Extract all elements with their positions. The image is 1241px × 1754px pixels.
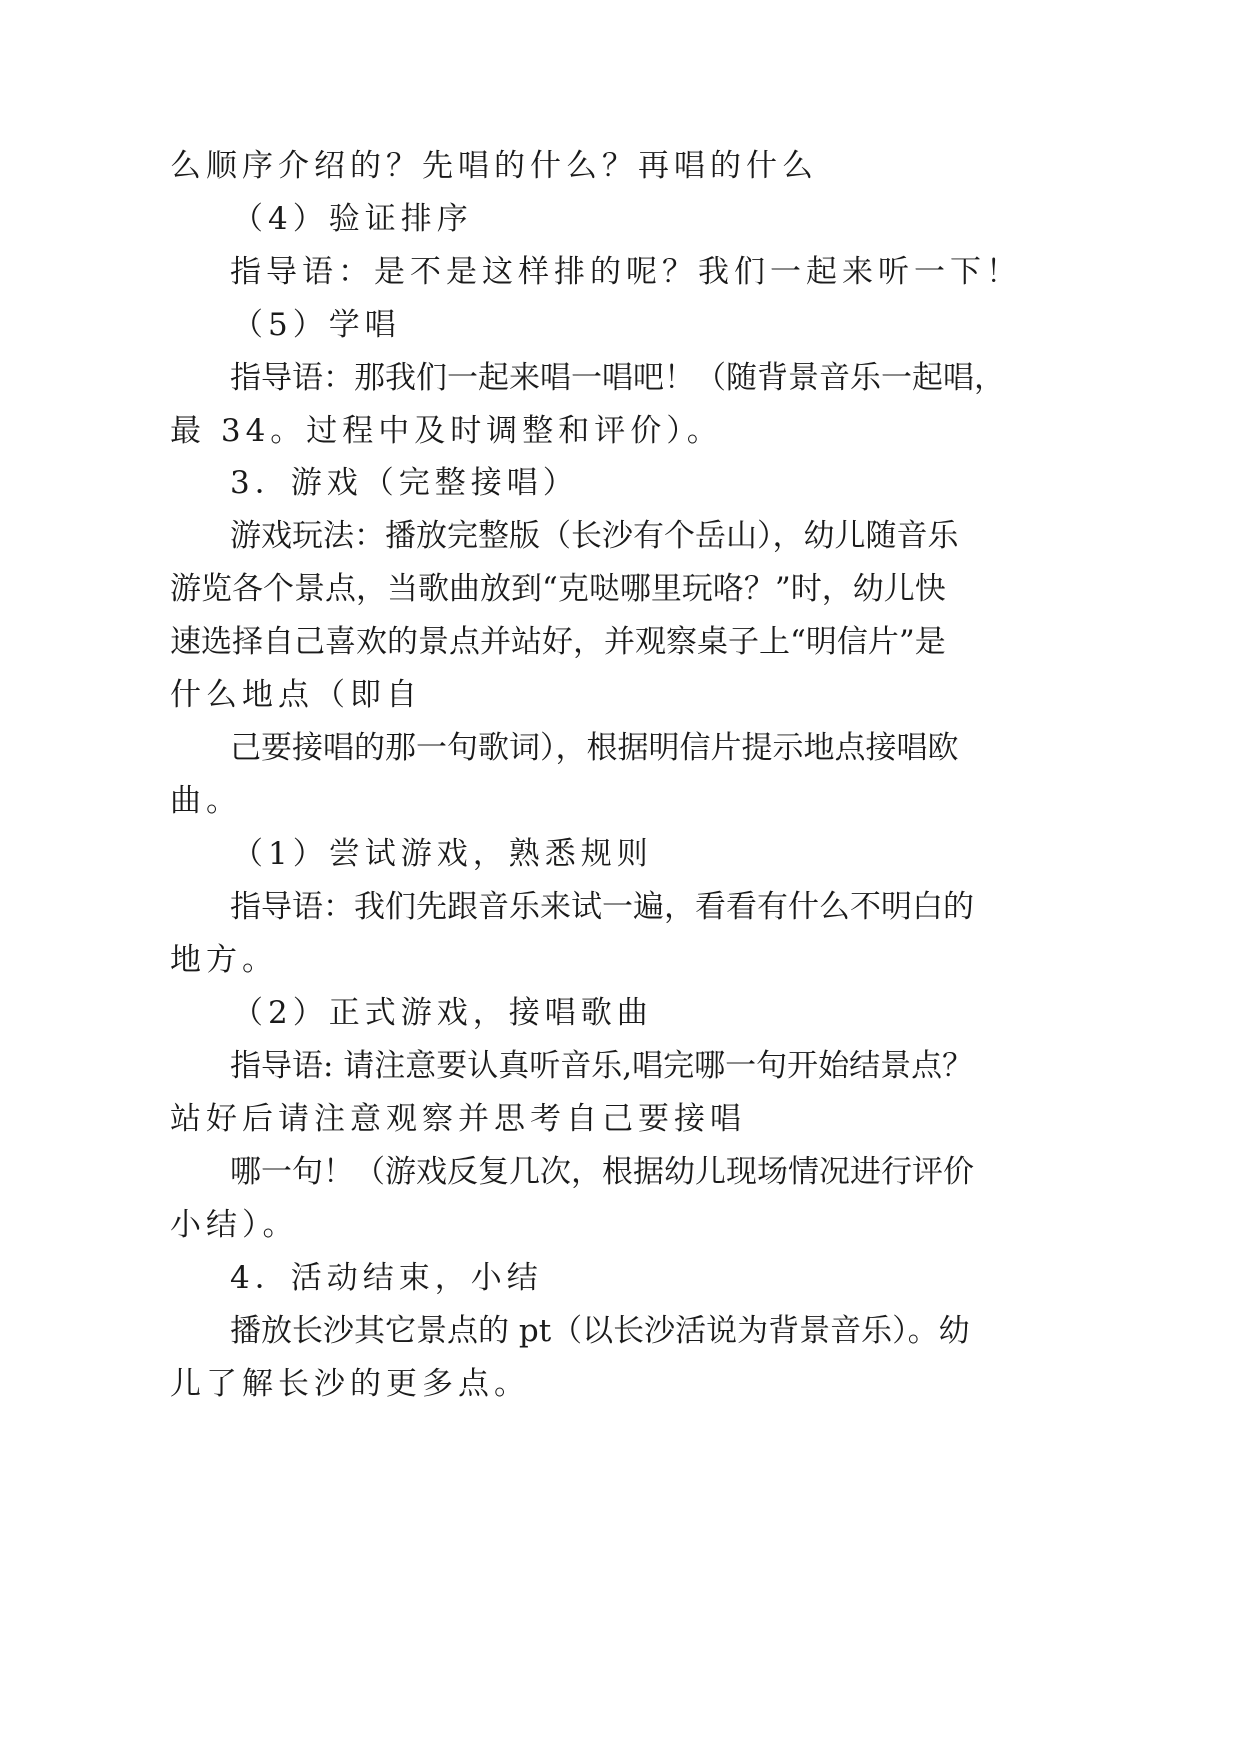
text-line-5: 指导语：那我们一起来唱一唱吧！（随背景音乐一起唱， (230, 360, 1005, 396)
text-line-6: 最 34。过程中及时调整和评价）。 (170, 413, 723, 449)
text-line-9: 游览各个景点，当歌曲放到“克哒哪里玩咯？”时，幼儿快 (170, 571, 946, 607)
text-line-16: 地方。 (170, 942, 278, 978)
section-heading-learn-singing: （5）学唱 (232, 307, 401, 343)
section-heading-try-game: （1）尝试游戏，熟悉规则 (232, 836, 653, 872)
text-line-15: 指导语：我们先跟音乐来试一遍，看看有什么不明白的 (230, 889, 974, 925)
text-line-1: 么顺序介绍的？先唱的什么？再唱的什么 (170, 148, 818, 184)
text-line-8: 游戏玩法：播放完整版（长沙有个岳山），幼儿随音乐 (230, 518, 959, 554)
section-heading-game: 3．游戏（完整接唱） (230, 465, 579, 501)
text-line-23: 播放长沙其它景点的 pt（以长沙活说为背景音乐）。幼 (230, 1313, 970, 1349)
text-line-24: 儿了解长沙的更多点。 (170, 1366, 530, 1402)
section-heading-activity-end: 4．活动结束，小结 (230, 1260, 543, 1296)
text-line-13: 曲。 (170, 783, 242, 819)
text-line-11: 什么地点（即自 (170, 677, 422, 713)
section-heading-formal-game: （2）正式游戏，接唱歌曲 (232, 995, 653, 1031)
text-line-12: 己要接唱的那一句歌词），根据明信片提示地点接唱欧 (230, 730, 959, 766)
text-line-20: 哪一句！（游戏反复几次，根据幼儿现场情况进行评价 (230, 1154, 974, 1190)
section-heading-verify-order: （4）验证排序 (232, 201, 473, 237)
text-line-3: 指导语：是不是这样排的呢？我们一起来听一下！ (230, 254, 1022, 290)
text-line-19: 站好后请注意观察并思考自己要接唱 (170, 1101, 746, 1137)
text-line-10: 速选择自己喜欢的景点并站好，并观察桌子上“明信片”是 (170, 624, 946, 660)
text-line-21: 小结）。 (170, 1207, 299, 1243)
text-line-18: 指导语: 请注意要认真听音乐,唱完哪一句开始结景点？ (230, 1048, 974, 1084)
